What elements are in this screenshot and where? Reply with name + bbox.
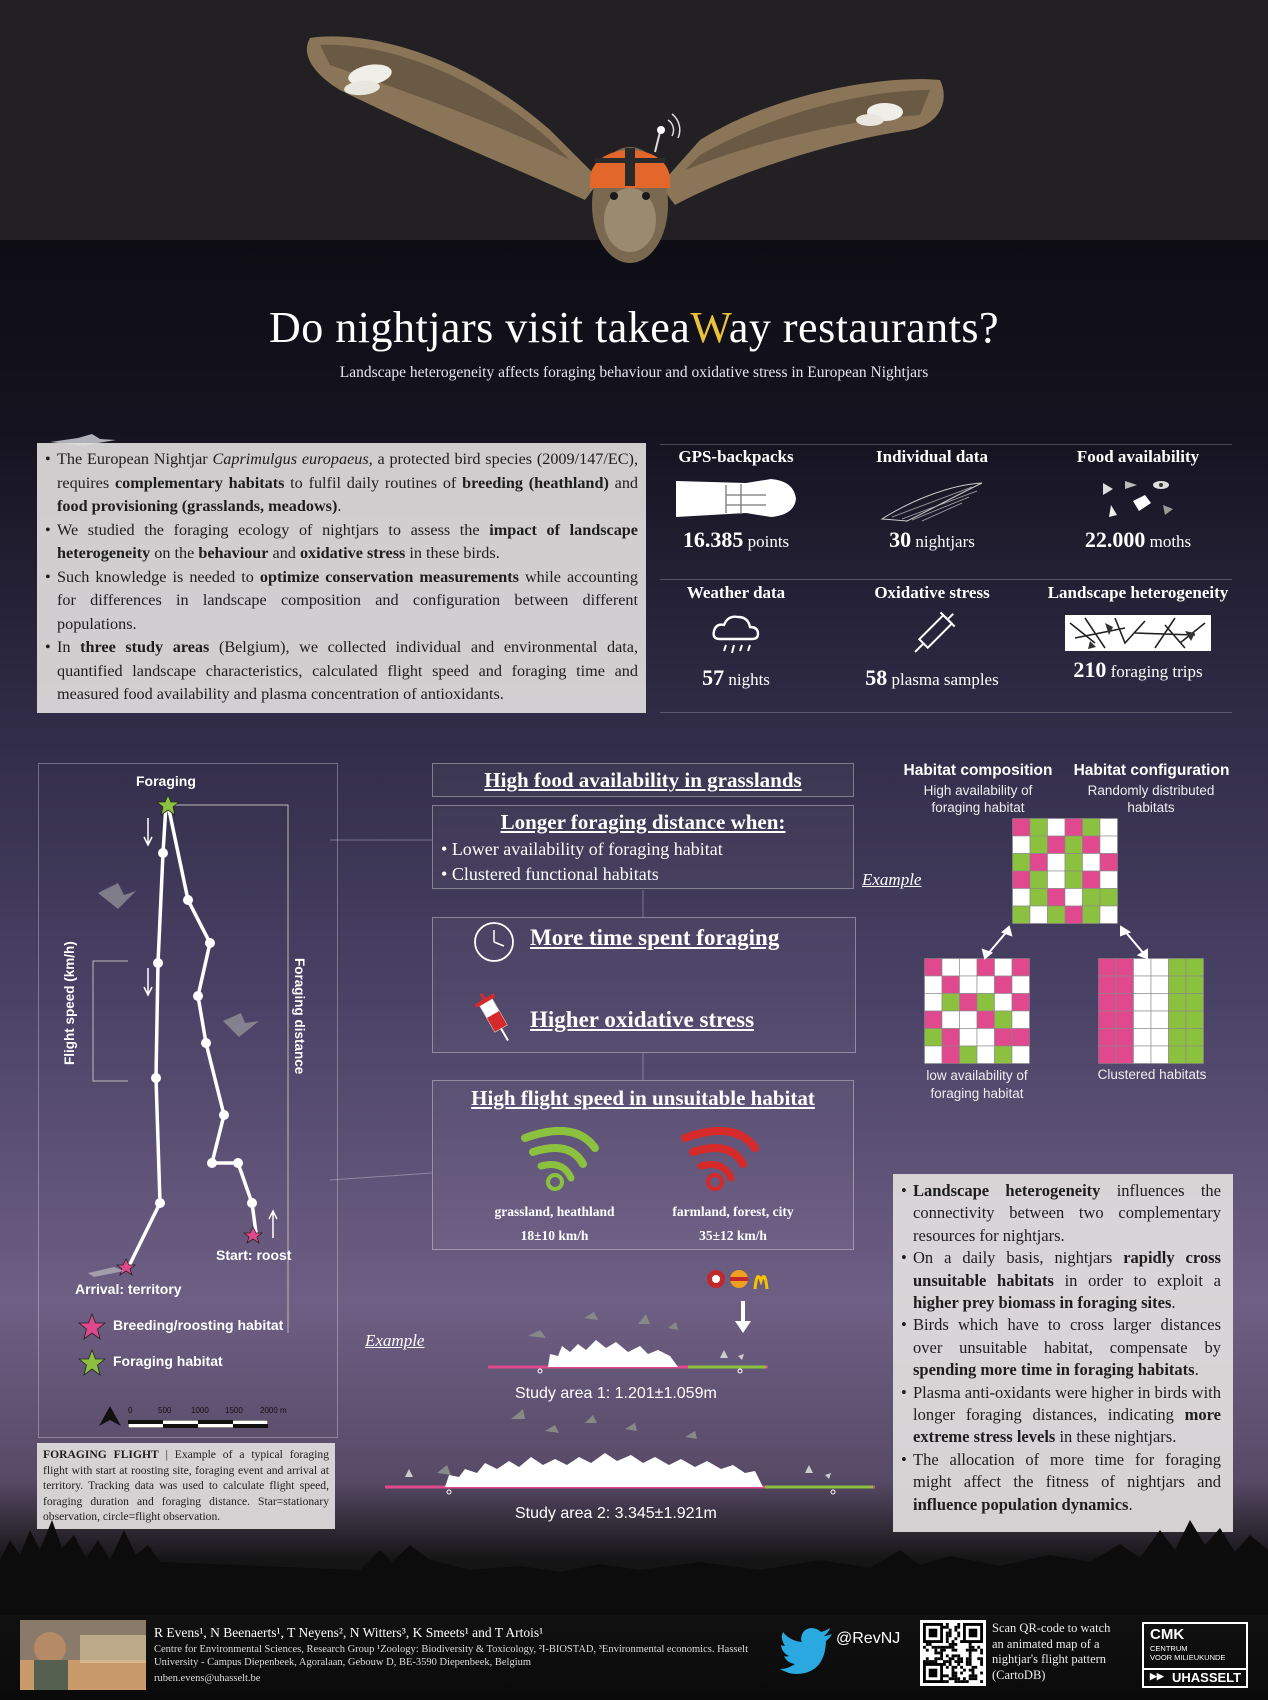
habitat-grid-center — [1012, 818, 1118, 924]
habitat-cell — [1013, 854, 1031, 872]
habitat-cell — [1030, 906, 1048, 924]
habitat-cell — [1065, 906, 1083, 924]
flight-speed-heading: High flight speed in unsuitable habitat — [471, 1086, 815, 1110]
summary-bullet-2: • On a daily basis, nightjars rapidly cross unsuitable habitats in order to exploit a higher prey biomass in foraging sites. — [901, 1248, 1221, 1313]
habitat-cell — [1013, 819, 1031, 837]
habitat-cell — [1030, 889, 1048, 907]
stat-weather — [636, 583, 836, 691]
habitat-cell — [1134, 994, 1152, 1012]
study-area-1-profile — [488, 1310, 768, 1374]
wing-icon — [877, 475, 987, 523]
stat-oxidative — [832, 583, 1032, 691]
stat-food — [1038, 447, 1238, 553]
habitat-cell — [995, 994, 1013, 1012]
habitat-cell — [1186, 976, 1204, 994]
green-star-icon — [78, 1349, 106, 1377]
stat-title: Landscape heterogeneity — [1047, 583, 1229, 602]
habitat-cell — [942, 1046, 960, 1064]
moths-icon — [1083, 475, 1193, 523]
habitat-cell — [960, 976, 978, 994]
habitat-cell — [1099, 959, 1117, 977]
gps-backpack-icon — [666, 475, 806, 523]
habitat-composition-title: Habitat composition — [903, 762, 1053, 779]
habitat-cell — [1048, 889, 1066, 907]
habitat-cell — [1116, 994, 1134, 1012]
habitat-cell — [925, 976, 943, 994]
stats-divider-middle — [660, 579, 1232, 580]
habitat-cell — [1013, 836, 1031, 854]
habitat-cell — [1186, 1029, 1204, 1047]
qr-caption: Scan QR-code to watch an animated map of a nightjar's flight pattern (CartoDB) — [992, 1621, 1111, 1682]
habitat-cell — [1065, 889, 1083, 907]
habitat-cell — [1116, 1029, 1134, 1047]
intro-bullet-2: • We studied the foraging ecology of nightjars to assess the impact of landscape heterogeneity on the behaviour and oxidative stress in these birds. — [45, 520, 638, 562]
habitat-cell — [1151, 959, 1169, 977]
habitat-cell — [977, 1011, 995, 1029]
slow-speed-value: 18±10 km/h — [520, 1228, 589, 1243]
more-time-heading: More time spent foraging — [530, 925, 780, 950]
habitat-arrows — [975, 925, 1175, 960]
habitat-cell — [1048, 854, 1066, 872]
summary-box — [893, 1174, 1233, 1532]
scale-tick-1500: 1500 — [225, 1406, 243, 1415]
habitat-cell — [1169, 976, 1187, 994]
red-wifi-speed-icon — [675, 1120, 767, 1192]
habitat-cell — [1134, 1029, 1152, 1047]
habitat-cell — [1030, 836, 1048, 854]
footer — [0, 1612, 1268, 1700]
poster-title: Do nightjars visit takeaWay restaurants? — [268, 303, 1000, 352]
habitat-cell — [1116, 959, 1134, 977]
habitat-cell — [1099, 1046, 1117, 1064]
habitat-cell — [977, 994, 995, 1012]
habitat-cell — [1116, 1011, 1134, 1029]
stat-value-line: 58 plasma samples — [865, 665, 999, 690]
study-area-2-label: Study area 2: 3.345±1.921m — [515, 1505, 717, 1522]
habitat-cell — [1134, 1011, 1152, 1029]
habitat-cell — [977, 1046, 995, 1064]
twitter-bird-icon[interactable] — [780, 1626, 834, 1674]
stat-value-line: 57 nights — [702, 665, 770, 690]
habitat-cell — [960, 1046, 978, 1064]
habitat-cell — [1013, 906, 1031, 924]
habitat-cell — [1030, 819, 1048, 837]
habitat-cell — [1048, 906, 1066, 924]
habitat-cell — [1013, 871, 1031, 889]
affiliation-line-1: Centre for Environmental Sciences, Research Group ¹Zoology: Biodiversity & Toxicology, ²I-BIOSTAD, ³Environmental economics. Hasselt — [154, 1644, 748, 1655]
twitter-handle[interactable]: @RevNJ — [836, 1630, 901, 1647]
stat-value-line: 30 nightjars — [889, 527, 975, 552]
green-wifi-speed-icon — [515, 1120, 607, 1192]
habitat-cell — [1186, 994, 1204, 1012]
habitat-cell — [995, 959, 1013, 977]
foraging-flight-caption: FORAGING FLIGHT | Example of a typical foraging flight with start at roosting site, foraging event and arrival at territory. Tracking data was used to calculate flight speed, foraging duration and foraging distance. Star=stationary observation, circle=flight observation. — [37, 1443, 335, 1529]
habitat-grid-clustered — [1098, 958, 1204, 1064]
north-arrow-icon — [98, 1405, 122, 1427]
stat-landscape — [1024, 583, 1252, 683]
stat-gps — [636, 447, 836, 553]
habitat-cell — [1099, 1011, 1117, 1029]
author-list: R Evens¹, N Beenaerts¹, T Neyens², N Witters³, K Smeets¹ and T Artois¹ — [154, 1625, 544, 1640]
habitat-cell — [1065, 871, 1083, 889]
habitat-cell — [995, 1046, 1013, 1064]
habitat-cell — [942, 959, 960, 977]
contact-email[interactable]: ruben.evens@uhasselt.be — [154, 1673, 261, 1684]
habitat-configuration-subtitle: Randomly distributed habitats — [1087, 783, 1215, 815]
fast-speed-caption — [648, 1200, 818, 1248]
arrival-territory-label: Arrival: territory — [75, 1281, 182, 1297]
habitat-cell — [1169, 1029, 1187, 1047]
intro-bullet-4: • In three study areas (Belgium), we collected individual and environmental data, quantified landscape characteristics, calculated flight speed and foraging time and measured food availability and plasma concentration of antioxidants. — [45, 638, 638, 703]
stat-title: GPS-backpacks — [678, 447, 794, 466]
stat-value-line: 22.000 moths — [1084, 527, 1192, 552]
longer-distance-item-1: • Lower availability of foraging habitat — [441, 839, 723, 859]
pink-star-icon — [78, 1313, 106, 1341]
stat-value-line: 210 foraging trips — [1073, 657, 1203, 682]
habitat-cell — [1151, 1011, 1169, 1029]
habitat-cell — [1116, 976, 1134, 994]
blood-syringe-icon — [475, 990, 515, 1046]
habitat-cell — [1012, 976, 1030, 994]
intro-bullet-1: • The European Nightjar Caprimulgus europaeus, a protected bird species (2009/147/EC), requires complementary habitats to fulfil daily routines of breeding (heathland) and food provisioning (grasslands, meadows). — [45, 450, 639, 515]
stat-individual — [832, 447, 1032, 553]
intro-box — [37, 443, 646, 713]
poster-subtitle: Landscape heterogeneity affects foraging behaviour and oxidative stress in European Nightjars — [339, 364, 929, 381]
clustered-caption: Clustered habitats — [1097, 1067, 1207, 1082]
habitat-cell — [960, 1011, 978, 1029]
start-roost-label: Start: roost — [216, 1247, 292, 1263]
habitat-cell — [1083, 889, 1101, 907]
habitat-cell — [1100, 854, 1118, 872]
habitat-cell — [995, 976, 1013, 994]
habitat-cell — [1134, 976, 1152, 994]
habitat-cell — [995, 1011, 1013, 1029]
logo-centrum-text: CENTRUM — [1150, 1644, 1188, 1653]
stats-divider-bottom — [660, 712, 1232, 713]
habitat-cell — [960, 994, 978, 1012]
habitat-cell — [1012, 994, 1030, 1012]
habitat-cell — [1012, 1046, 1030, 1064]
clock-icon — [472, 920, 516, 964]
habitat-cell — [960, 959, 978, 977]
slow-speed-habitats: grassland, heathland — [494, 1204, 615, 1219]
habitat-cell — [1186, 1011, 1204, 1029]
study-area-2-profile — [385, 1405, 875, 1495]
habitat-cell — [1048, 819, 1066, 837]
fastfood-logos-icon — [705, 1267, 775, 1291]
habitat-cell — [1083, 871, 1101, 889]
habitat-cell — [1169, 1046, 1187, 1064]
habitat-cell — [942, 994, 960, 1012]
legend-breeding-label: Breeding/roosting habitat — [113, 1317, 284, 1333]
habitat-grid-low-availability — [924, 958, 1030, 1064]
habitat-cell — [1186, 959, 1204, 977]
habitat-cell — [1030, 871, 1048, 889]
habitat-cell — [977, 1029, 995, 1047]
habitat-cell — [1083, 906, 1101, 924]
habitat-cell — [1013, 889, 1031, 907]
takeaway-logo-letter: W — [690, 303, 729, 352]
habitat-cell — [1099, 1029, 1117, 1047]
habitat-cell — [925, 994, 943, 1012]
scale-tick-1000: 1000 — [191, 1406, 209, 1415]
logo-uhasselt-text: UHASSELT — [1172, 1670, 1242, 1685]
habitat-cell — [960, 1029, 978, 1047]
habitat-cell — [1151, 1046, 1169, 1064]
flight-speed-axis-label: Flight speed (km/h) — [62, 941, 77, 1065]
logo-play-icon: ▶▶ — [1150, 1671, 1164, 1681]
fast-speed-habitats: farmland, forest, city — [672, 1204, 794, 1219]
habitat-cell — [1065, 836, 1083, 854]
summary-bullet-4: • Plasma anti-oxidants were higher in birds with longer foraging distances, indicating more extreme stress levels in these nightjars. — [901, 1382, 1221, 1447]
stat-title: Weather data — [686, 583, 786, 602]
stat-title: Individual data — [876, 447, 988, 466]
habitat-cell — [1100, 819, 1118, 837]
legend-foraging-label: Foraging habitat — [113, 1353, 223, 1369]
syringe-icon — [902, 609, 962, 661]
stats-divider-top — [660, 444, 1232, 445]
habitat-cell — [977, 976, 995, 994]
habitat-cell — [1100, 836, 1118, 854]
habitat-cell — [1169, 959, 1187, 977]
longer-distance-heading: Longer foraging distance when: — [500, 810, 786, 834]
low-availability-caption: low availability of foraging habitat — [926, 1068, 1028, 1101]
example-label-bottom: Example — [365, 1331, 425, 1350]
qr-code[interactable] — [920, 1620, 986, 1686]
summary-bullet-1: • Landscape heterogeneity influences the connectivity between two complementary resources for nightjars. — [901, 1181, 1221, 1245]
habitat-cell — [1134, 959, 1152, 977]
habitat-cell — [925, 1011, 943, 1029]
cmk-uhasselt-logo — [1142, 1622, 1248, 1688]
habitat-composition-subtitle: High availability of foraging habitat — [923, 783, 1033, 815]
habitat-cell — [942, 1029, 960, 1047]
study-area-1-label: Study area 1: 1.201±1.059m — [515, 1385, 717, 1402]
habitat-cell — [1030, 854, 1048, 872]
stat-title: Food availability — [1076, 447, 1200, 466]
scale-bar — [128, 1420, 268, 1428]
habitat-cell — [1169, 994, 1187, 1012]
example-label-top: Example — [862, 870, 922, 889]
scale-tick-500: 500 — [158, 1406, 172, 1415]
forest-silhouette — [0, 1500, 1268, 1615]
habitat-cell — [1100, 871, 1118, 889]
habitat-cell — [1083, 819, 1101, 837]
landscape-map-icon — [1065, 613, 1211, 653]
habitat-cell — [1065, 854, 1083, 872]
oxidative-stress-heading: Higher oxidative stress — [530, 1007, 755, 1032]
fast-speed-value: 35±12 km/h — [699, 1228, 767, 1243]
food-availability-heading: High food availability in grasslands — [484, 768, 802, 792]
habitat-cell — [1151, 976, 1169, 994]
nightjar-helmet-illustration — [300, 20, 950, 285]
habitat-cell — [1048, 871, 1066, 889]
habitat-cell — [1186, 1046, 1204, 1064]
habitat-cell — [1151, 994, 1169, 1012]
habitat-configuration-title: Habitat configuration — [1073, 762, 1230, 779]
habitat-cell — [977, 959, 995, 977]
habitat-cell — [1151, 1029, 1169, 1047]
intro-bullet-3: • Such knowledge is needed to optimize conservation measurements while accounting for differences in landscape composition and configuration between different populations. — [45, 567, 638, 633]
logo-voor-text: VOOR MILIEUKUNDE — [1150, 1653, 1226, 1662]
habitat-cell — [1012, 1011, 1030, 1029]
rain-cloud-icon — [706, 609, 766, 661]
author-photo — [20, 1620, 146, 1690]
habitat-cell — [1100, 906, 1118, 924]
habitat-cell — [1116, 1046, 1134, 1064]
scale-tick-2000: 2000 m — [260, 1406, 287, 1415]
habitat-cell — [995, 1029, 1013, 1047]
foraging-label: Foraging — [136, 773, 196, 789]
habitat-cell — [1048, 836, 1066, 854]
scale-tick-0: 0 — [128, 1406, 133, 1415]
logo-cmk-text: CMK — [1150, 1626, 1185, 1643]
habitat-cell — [925, 1029, 943, 1047]
stat-title: Oxidative stress — [874, 583, 990, 602]
habitat-cell — [1065, 819, 1083, 837]
habitat-cell — [1012, 1029, 1030, 1047]
habitat-cell — [942, 976, 960, 994]
habitat-cell — [1100, 889, 1118, 907]
longer-distance-item-2: • Clustered functional habitats — [441, 864, 659, 884]
habitat-cell — [1012, 959, 1030, 977]
slow-speed-caption — [477, 1200, 632, 1248]
stat-value-line: 16.385 points — [682, 527, 790, 552]
habitat-cell — [1083, 854, 1101, 872]
foraging-distance-axis-label: Foraging distance — [292, 958, 307, 1075]
habitat-cell — [942, 1011, 960, 1029]
habitat-cell — [1099, 994, 1117, 1012]
summary-bullet-5: • The allocation of more time for foraging might affect the fitness of nightjars and influence population dynamics. — [901, 1449, 1221, 1514]
habitat-cell — [1134, 1046, 1152, 1064]
habitat-cell — [1169, 1011, 1187, 1029]
habitat-cell — [925, 1046, 943, 1064]
habitat-cell — [1099, 976, 1117, 994]
summary-bullet-3: • Birds which have to cross larger distances over unsuitable habitat, compensate by spending more time in foraging habitats. — [901, 1315, 1221, 1380]
affiliation-line-2: University - Campus Diepenbeek, Agoralaan, Gebouw D, BE-3590 Diepenbeek, Belgium — [154, 1657, 532, 1668]
habitat-cell — [925, 959, 943, 977]
habitat-cell — [1083, 836, 1101, 854]
